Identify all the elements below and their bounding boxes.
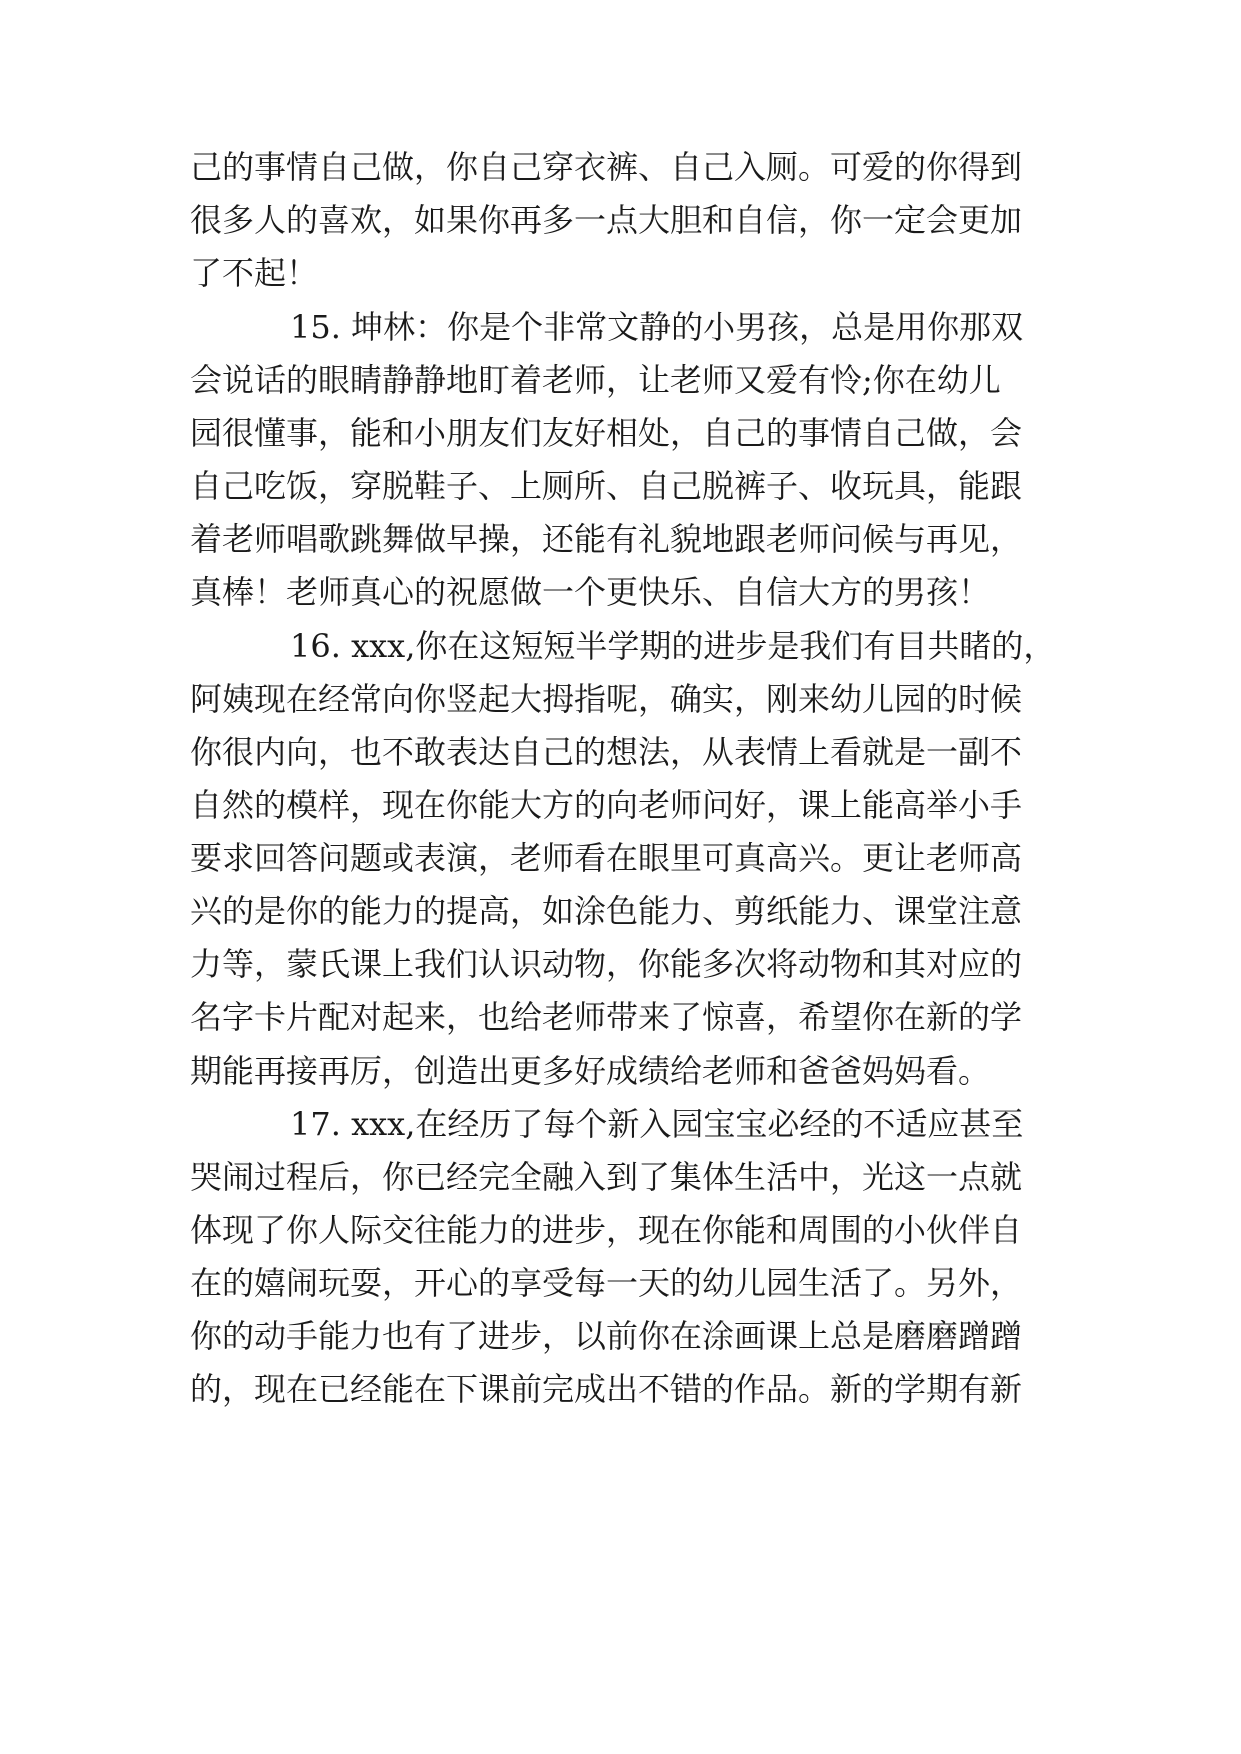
text-line: 很多人的喜欢，如果你再多一点大胆和自信，你一定会更加 (190, 201, 1023, 239)
text-line: 名字卡片配对起来，也给老师带来了惊喜，希望你在新的学 (190, 998, 1023, 1036)
text-line: 兴的是你的能力的提高，如涂色能力、剪纸能力、课堂注意 (190, 892, 1023, 930)
text-line: 的，现在已经能在下课前完成出不错的作品。新的学期有新 (190, 1370, 1023, 1408)
text-line: 自然的模样，现在你能大方的向老师问好，课上能高举小手 (190, 786, 1023, 824)
text-line: 体现了你人际交往能力的进步，现在你能和周围的小伙伴自 (190, 1211, 1023, 1249)
text-line: 己的事情自己做，你自己穿衣裤、自己入厕。可爱的你得到 (190, 148, 1023, 186)
text-line: 会说话的眼睛静静地盯着老师，让老师又爱有怜;你在幼儿 (190, 361, 1001, 399)
text-line: 园很懂事，能和小朋友们友好相处，自己的事情自己做，会 (190, 414, 1023, 452)
text-line: 哭闹过程后，你已经完全融入到了集体生活中，光这一点就 (190, 1158, 1023, 1196)
paragraph-16-first-line: 16. xxx,你在这短短半学期的进步是我们有目共睹的， (290, 627, 1056, 665)
text-line: 期能再接再厉，创造出更多好成绩给老师和爸爸妈妈看。 (190, 1052, 991, 1090)
text-line: 自己吃饭，穿脱鞋子、上厕所、自己脱裤子、收玩具，能跟 (190, 467, 1023, 505)
text-line: 阿姨现在经常向你竖起大拇指呢，确实，刚来幼儿园的时候 (190, 680, 1023, 718)
text-line: 真棒！老师真心的祝愿做一个更快乐、自信大方的男孩！ (190, 573, 991, 611)
text-line: 在的嬉闹玩耍，开心的享受每一天的幼儿园生活了。另外， (190, 1264, 1023, 1302)
paragraph-15-first-line: 15. 坤林：你是个非常文静的小男孩，总是用你那双 (290, 308, 1024, 346)
text-line: 了不起！ (190, 254, 319, 292)
text-line: 你很内向，也不敢表达自己的想法，从表情上看就是一副不 (190, 733, 1023, 771)
text-line: 你的动手能力也有了进步，以前你在涂画课上总是磨磨蹭蹭 (190, 1317, 1023, 1355)
paragraph-17-first-line: 17. xxx,在经历了每个新入园宝宝必经的不适应甚至 (290, 1105, 1024, 1143)
text-line: 着老师唱歌跳舞做早操，还能有礼貌地跟老师问候与再见， (190, 520, 1023, 558)
text-line: 力等，蒙氏课上我们认识动物，你能多次将动物和其对应的 (190, 945, 1023, 983)
text-line: 要求回答问题或表演，老师看在眼里可真高兴。更让老师高 (190, 839, 1023, 877)
